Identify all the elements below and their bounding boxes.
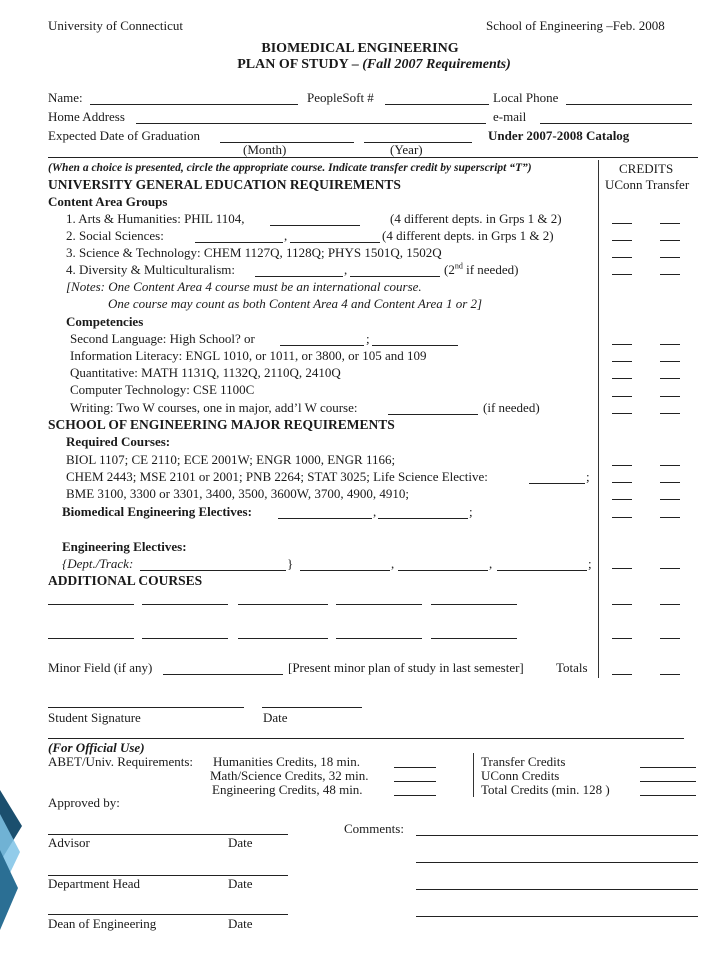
transfer-credit-field[interactable]	[660, 361, 680, 362]
additional-field[interactable]	[48, 638, 134, 639]
transfer-credit-field[interactable]	[660, 396, 680, 397]
required-line-3: BME 3100, 3300 or 3301, 3400, 3500, 3600W, 3700, 4900, 4910;	[66, 486, 409, 501]
engineering-credits-label: Engineering Credits, 48 min.	[212, 782, 363, 797]
uconn-credits-label: UConn Credits	[481, 768, 560, 783]
uconn-credit-field[interactable]	[612, 223, 632, 224]
uconn-credit-field[interactable]	[612, 344, 632, 345]
totals-label: Totals	[556, 660, 588, 675]
uconn-credit-field[interactable]	[612, 413, 632, 414]
gen-ed-heading: UNIVERSITY GENERAL EDUCATION REQUIREMENTS	[48, 177, 401, 192]
math-science-credits-label: Math/Science Credits, 32 min.	[210, 768, 369, 783]
transfer-credit-field[interactable]	[660, 413, 680, 414]
transfer-credits-label: Transfer Credits	[481, 754, 566, 769]
additional-field[interactable]	[336, 604, 422, 605]
brace: }	[287, 556, 294, 571]
uconn-total-field[interactable]	[612, 674, 632, 675]
uconn-credit-field[interactable]	[612, 499, 632, 500]
writing-note: (if needed)	[483, 400, 540, 415]
additional-field[interactable]	[431, 638, 517, 639]
transfer-credit-field[interactable]	[660, 638, 680, 639]
dept-head-label: Department Head	[48, 876, 141, 891]
section-divider	[48, 157, 698, 158]
bme-electives-label: Biomedical Engineering Electives:	[62, 504, 252, 519]
transfer-credits-field[interactable]	[640, 767, 696, 768]
student-date-field[interactable]	[262, 707, 362, 708]
required-line-2: CHEM 2443; MSE 2101 or 2001; PNB 2264; STAT 3025; Life Science Elective:	[66, 469, 488, 484]
uconn-credit-field[interactable]	[612, 396, 632, 397]
uconn-credit-field[interactable]	[612, 482, 632, 483]
diversity-line: 4. Diversity & Multiculturalism:	[66, 262, 235, 277]
uconn-credit-field[interactable]	[612, 240, 632, 241]
advisor-date-label: Date	[228, 835, 253, 850]
comments-field[interactable]	[416, 862, 698, 863]
bme-elective-field-2[interactable]	[378, 518, 468, 519]
comments-label: Comments:	[344, 821, 404, 836]
instructions: (When a choice is presented, circle the appropriate course. Indicate transfer credit by superscript “T”)	[48, 162, 532, 174]
arts-field[interactable]	[270, 225, 360, 226]
social-note: (4 different depts. in Grps 1 & 2)	[382, 228, 554, 243]
transfer-total-field[interactable]	[660, 674, 680, 675]
student-signature-field[interactable]	[48, 707, 244, 708]
uconn-credit-field[interactable]	[612, 638, 632, 639]
second-language-field-2[interactable]	[372, 345, 458, 346]
diversity-note: (2nd if needed)	[444, 261, 519, 277]
additional-field[interactable]	[142, 604, 228, 605]
school-date: School of Engineering –Feb. 2008	[486, 18, 665, 33]
comments-field[interactable]	[416, 889, 698, 890]
competencies-heading: Competencies	[66, 314, 144, 329]
uconn-credit-field[interactable]	[612, 465, 632, 466]
humanities-credits-field[interactable]	[394, 767, 436, 768]
social-sciences-line: 2. Social Sciences:	[66, 228, 164, 243]
form-subtitle: PLAN OF STUDY – (Fall 2007 Requirements)	[237, 57, 511, 72]
transfer-credit-field[interactable]	[660, 240, 680, 241]
semicolon: ;	[366, 331, 370, 346]
dean-signature-field[interactable]	[48, 914, 288, 915]
dept-track-label: {Dept./Track:	[62, 556, 134, 571]
transfer-credit-field[interactable]	[660, 344, 680, 345]
catalog-label: Under 2007-2008 Catalog	[488, 128, 630, 143]
uconn-credit-field[interactable]	[612, 568, 632, 569]
additional-field[interactable]	[336, 638, 422, 639]
info-literacy-line: Information Literacy: ENGL 1010, or 1011, or 3800, or 105 and 109	[70, 348, 427, 363]
transfer-credit-field[interactable]	[660, 223, 680, 224]
credits-header: CREDITS	[619, 161, 674, 176]
official-divider-vertical	[473, 753, 474, 797]
credits-column-divider	[598, 160, 599, 678]
arts-humanities-line: 1. Arts & Humanities: PHIL 1104,	[66, 211, 245, 226]
notes-line-1: [Notes: One Content Area 4 course must be an international course.	[66, 279, 422, 294]
additional-field[interactable]	[238, 638, 328, 639]
minor-field-label: Minor Field (if any)	[48, 660, 153, 675]
additional-field[interactable]	[142, 638, 228, 639]
semicolon: ;	[588, 556, 592, 571]
second-language-field-1[interactable]	[280, 345, 364, 346]
engineering-credits-field[interactable]	[394, 795, 436, 796]
university-name: University of Connecticut	[48, 18, 184, 33]
year-label: (Year)	[390, 142, 423, 157]
transfer-credit-field[interactable]	[660, 482, 680, 483]
eng-elective-field-3[interactable]	[497, 570, 587, 571]
uconn-credit-field[interactable]	[612, 257, 632, 258]
uconn-credit-field[interactable]	[612, 361, 632, 362]
social-field-2[interactable]	[290, 242, 380, 243]
math-science-credits-field[interactable]	[394, 781, 436, 782]
semicolon: ;	[586, 469, 590, 484]
advisor-label: Advisor	[48, 835, 90, 850]
slide-accent-graphic	[0, 790, 22, 950]
bme-elective-field-1[interactable]	[278, 518, 372, 519]
dept-head-date-label: Date	[228, 876, 253, 891]
dean-date-label: Date	[228, 916, 253, 931]
student-date-label: Date	[263, 710, 288, 725]
name-field[interactable]	[90, 104, 298, 105]
diversity-field-1[interactable]	[255, 276, 343, 277]
additional-field[interactable]	[238, 604, 328, 605]
total-credits-field[interactable]	[640, 795, 696, 796]
home-address-field[interactable]	[136, 123, 486, 124]
uconn-credit-field[interactable]	[612, 378, 632, 379]
humanities-credits-label: Humanities Credits, 18 min.	[213, 754, 360, 769]
uconn-credit-field[interactable]	[612, 517, 632, 518]
comma: ,	[344, 262, 348, 277]
science-tech-line: 3. Science & Technology: CHEM 1127Q, 1128Q; PHYS 1501Q, 1502Q	[66, 245, 442, 260]
dept-track-field[interactable]	[140, 570, 286, 571]
comma: ,	[284, 228, 288, 243]
additional-field[interactable]	[48, 604, 134, 605]
expected-grad-label: Expected Date of Graduation	[48, 128, 200, 143]
transfer-credit-field[interactable]	[660, 257, 680, 258]
email-label: e-mail	[493, 109, 527, 124]
official-use-heading: (For Official Use)	[48, 740, 145, 755]
transfer-credit-field[interactable]	[660, 274, 680, 275]
transfer-credit-field[interactable]	[660, 604, 680, 605]
diversity-field-2[interactable]	[350, 276, 440, 277]
transfer-credit-field[interactable]	[660, 378, 680, 379]
writing-line: Writing: Two W courses, one in major, add’l W course:	[70, 400, 358, 415]
major-heading: SCHOOL OF ENGINEERING MAJOR REQUIREMENTS	[48, 417, 395, 432]
semicolon: ;	[469, 504, 473, 519]
official-divider	[48, 738, 684, 739]
transfer-credit-field[interactable]	[660, 499, 680, 500]
computer-tech-line: Computer Technology: CSE 1100C	[70, 382, 255, 397]
additional-field[interactable]	[431, 604, 517, 605]
additional-courses-heading: ADDITIONAL COURSES	[48, 573, 203, 588]
local-phone-field[interactable]	[566, 104, 692, 105]
eng-elective-field-1[interactable]	[300, 570, 390, 571]
comma: ,	[489, 556, 493, 571]
uconn-credit-field[interactable]	[612, 274, 632, 275]
total-credits-label: Total Credits (min. 128 )	[481, 782, 610, 797]
transfer-credit-field[interactable]	[660, 517, 680, 518]
arts-note: (4 different depts. in Grps 1 & 2)	[390, 211, 562, 226]
life-science-elective-field[interactable]	[529, 483, 585, 484]
grad-month-field[interactable]	[220, 142, 354, 143]
uconn-credit-field[interactable]	[612, 604, 632, 605]
minor-field[interactable]	[163, 674, 283, 675]
abet-label: ABET/Univ. Requirements:	[48, 754, 194, 769]
month-label: (Month)	[243, 142, 287, 157]
content-area-heading: Content Area Groups	[48, 194, 168, 209]
approved-by-label: Approved by:	[48, 795, 120, 810]
social-field-1[interactable]	[195, 242, 283, 243]
comments-field[interactable]	[416, 916, 698, 917]
transfer-credit-field[interactable]	[660, 465, 680, 466]
peoplesoft-field[interactable]	[385, 104, 489, 105]
second-language-line: Second Language: High School? or	[70, 331, 255, 346]
writing-field[interactable]	[388, 414, 478, 415]
home-address-label: Home Address	[48, 109, 125, 124]
local-phone-label: Local Phone	[493, 90, 559, 105]
eng-electives-label: Engineering Electives:	[62, 539, 187, 554]
email-field[interactable]	[540, 123, 692, 124]
student-signature-label: Student Signature	[48, 710, 141, 725]
dean-label: Dean of Engineering	[48, 916, 157, 931]
comments-field[interactable]	[416, 835, 698, 836]
minor-note: [Present minor plan of study in last semester]	[288, 660, 524, 675]
required-courses-heading: Required Courses:	[66, 434, 171, 449]
comma: ,	[391, 556, 395, 571]
quantitative-line: Quantitative: MATH 1131Q, 1132Q, 2110Q, 2410Q	[70, 365, 341, 380]
uconn-transfer-header: UConn Transfer	[605, 177, 690, 192]
comma: ,	[373, 504, 377, 519]
required-line-1: BIOL 1107; CE 2110; ECE 2001W; ENGR 1000, ENGR 1166;	[66, 452, 396, 467]
peoplesoft-label: PeopleSoft #	[307, 90, 374, 105]
transfer-credit-field[interactable]	[660, 568, 680, 569]
form-title: BIOMEDICAL ENGINEERING	[261, 41, 459, 56]
uconn-credits-field[interactable]	[640, 781, 696, 782]
name-label: Name:	[48, 90, 83, 105]
eng-elective-field-2[interactable]	[398, 570, 488, 571]
notes-line-2: One course may count as both Content Area 4 and Content Area 1 or 2]	[108, 296, 483, 311]
